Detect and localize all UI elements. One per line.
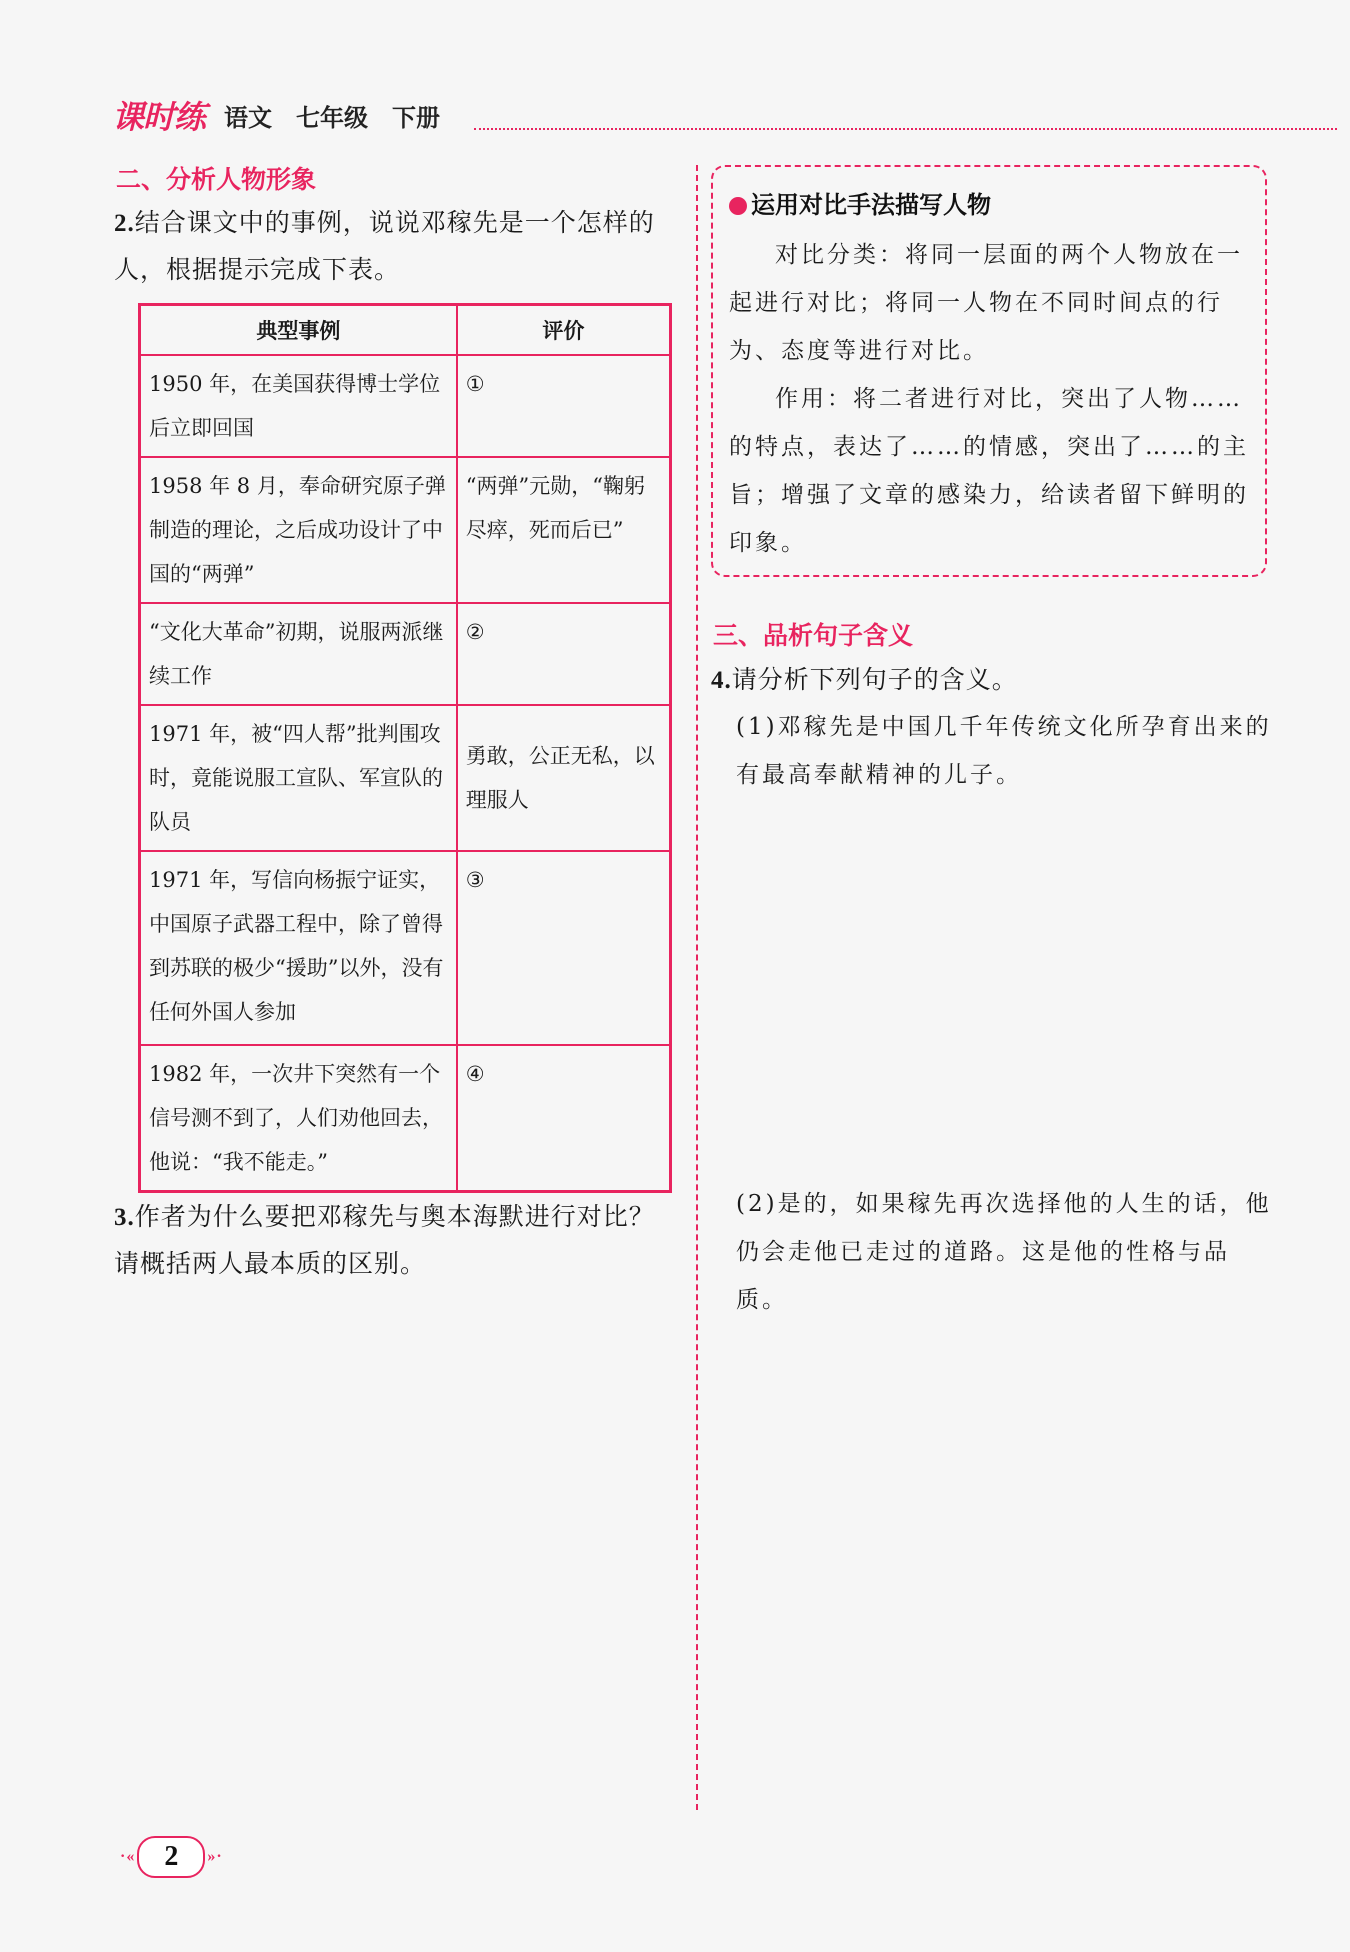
question-4-sub-2: (2)是的，如果稼先再次选择他的人生的话，他仍会走他已走过的道路。这是他的性格与品质。 <box>736 1191 1272 1313</box>
question-2-number: 2. <box>114 210 135 237</box>
page-number-badge: 2 <box>137 1836 205 1878</box>
question-2 <box>114 200 674 293</box>
page-number <box>120 1836 223 1878</box>
table-cell-comment: “两弹”元勋，“鞠躬尽瘁，死而后已” <box>457 457 671 603</box>
table-cell-event: 1971 年，被“四人帮”批判围攻时，竟能说服工宣队、军宣队的队员 <box>140 705 457 851</box>
table-cell-comment[interactable]: ④ <box>457 1045 671 1192</box>
column-divider <box>696 165 698 1810</box>
brand-logo: 课时练 <box>112 98 206 136</box>
table-cell-comment[interactable]: ② <box>457 603 671 705</box>
question-3-text: 作者为什么要把邓稼先与奥本海默进行对比？请概括两人最本质的区别。 <box>114 1202 655 1278</box>
table-cell-comment[interactable]: ① <box>457 355 671 457</box>
tip-title <box>729 185 991 220</box>
question-4 <box>711 657 1271 704</box>
table-row <box>140 705 671 851</box>
table-cell-event: 1958 年 8 月，奉命研究原子弹制造的理论，之后成功设计了中国的“两弹” <box>140 457 457 603</box>
section-heading-3: 三、品析句子含义 <box>713 621 914 650</box>
table-row <box>140 355 671 457</box>
table-row <box>140 851 671 1045</box>
question-2-text: 结合课文中的事例，说说邓稼先是一个怎样的人，根据提示完成下表。 <box>114 208 655 284</box>
table-cell-event: 1971 年，写信向杨振宁证实，中国原子武器工程中，除了曾得到苏联的极少“援助”以外，没有任何外国人参加 <box>140 851 457 1045</box>
evaluation-table <box>138 303 672 1193</box>
table-cell-event: “文化大革命”初期，说服两派继续工作 <box>140 603 457 705</box>
section-heading-2: 二、分析人物形象 <box>116 165 317 194</box>
table-row <box>140 457 671 603</box>
bullet-dot-icon <box>729 197 747 215</box>
tip-paragraph-1: 对比分类：将同一层面的两个人物放在一起进行对比；将同一人物在不同时间点的行为、态度等进行对比。 <box>729 242 1243 364</box>
page-number-left-decoration: ·« <box>120 1848 136 1865</box>
question-4-text: 请分析下列句子的含义。 <box>731 665 1018 694</box>
tip-title-text: 运用对比手法描写人物 <box>751 191 991 219</box>
header-subject: 语文 七年级 下册 <box>224 104 440 132</box>
table-row <box>140 603 671 705</box>
page-header <box>112 92 1337 136</box>
table-cell-event: 1950 年，在美国获得博士学位后立即回国 <box>140 355 457 457</box>
tip-box <box>711 165 1267 577</box>
question-4-sub-1: (1)邓稼先是中国几千年传统文化所孕育出来的有最高奉献精神的儿子。 <box>736 714 1272 788</box>
table-cell-comment[interactable]: ③ <box>457 851 671 1045</box>
table-header-comment: 评价 <box>457 305 671 356</box>
table-cell-comment: 勇敢，公正无私，以理服人 <box>457 705 671 851</box>
table-cell-event: 1982 年，一次井下突然有一个信号测不到了，人们劝他回去，他说：“我不能走。” <box>140 1045 457 1192</box>
header-divider <box>474 128 1337 130</box>
page-number-right-decoration: »· <box>207 1848 223 1865</box>
table-row <box>140 1045 671 1192</box>
question-3 <box>114 1194 674 1287</box>
tip-paragraph-2: 作用：将二者进行对比，突出了人物……的特点，表达了……的情感，突出了……的主旨；增强了文章的感染力，给读者留下鲜明的印象。 <box>729 386 1249 556</box>
question-3-number: 3. <box>114 1204 135 1231</box>
question-4-number: 4. <box>711 667 732 694</box>
table-header-event: 典型事例 <box>140 305 457 356</box>
